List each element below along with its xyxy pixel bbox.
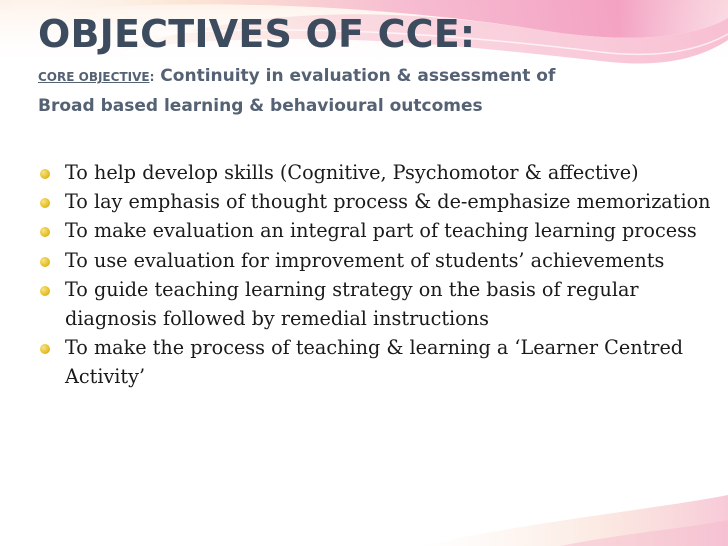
- objective-text: To lay emphasis of thought process & de-emphasize memorization: [65, 190, 711, 214]
- objective-text: To use evaluation for improvement of students’ achievements: [65, 248, 665, 272]
- objectives-list: [38, 158, 718, 392]
- bullet-dot-icon: [40, 286, 50, 296]
- core-objective-text: Continuity in evaluation & assessment of Broad based learning & behavioural outcomes: [38, 66, 556, 116]
- slide-subtitle: [38, 62, 598, 121]
- bullet-dot-icon: [40, 257, 50, 267]
- objective-item: [38, 187, 718, 216]
- slide-title: OBJECTIVES OF CCE:: [38, 12, 476, 56]
- objective-text: To make the process of teaching & learning a ‘Learner Centred Activity’: [65, 336, 684, 389]
- objective-item: [38, 333, 718, 391]
- bullet-dot-icon: [40, 169, 50, 179]
- objective-item: [38, 158, 718, 187]
- objective-text: To make evaluation an integral part of teaching learning process: [65, 219, 697, 243]
- bullet-dot-icon: [40, 227, 50, 237]
- objective-item: [38, 246, 718, 275]
- objective-item: [38, 275, 718, 333]
- bullet-dot-icon: [40, 198, 50, 208]
- core-objective-colon: :: [149, 70, 155, 84]
- core-objective-label: CORE OBJECTIVE: [38, 70, 150, 84]
- objective-text: To help develop skills (Cognitive, Psychomotor & affective): [65, 161, 639, 184]
- bullet-dot-icon: [40, 344, 50, 354]
- objective-text: To guide teaching learning strategy on the basis of regular diagnosis followed by remedial instructions: [65, 277, 639, 331]
- objective-item: [38, 216, 718, 245]
